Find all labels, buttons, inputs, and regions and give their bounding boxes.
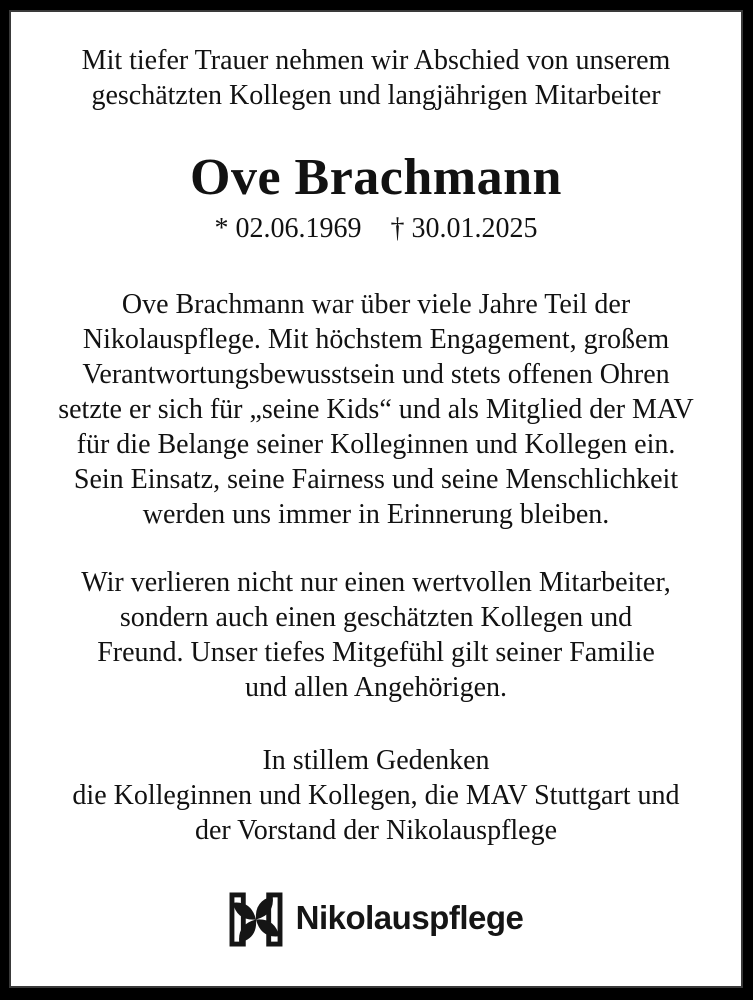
condolence-line: sondern auch einen geschätzten Kollegen und — [119, 602, 633, 633]
tribute-line: Sein Einsatz, seine Fairness und seine Menschlichkeit — [73, 464, 679, 495]
condolence-line: und allen Angehörigen. — [244, 672, 508, 703]
intro-line-1: Mit tiefer Trauer nehmen wir Abschied von unserem — [81, 45, 671, 76]
tribute-line: Nikolauspflege. Mit höchstem Engagement, großem — [82, 324, 670, 355]
obituary-card — [9, 10, 743, 988]
tribute-line: werden uns immer in Erinnerung bleiben. — [142, 499, 610, 530]
closing-paragraph — [11, 743, 741, 848]
closing-line: der Vorstand der Nikolauspflege — [194, 815, 558, 846]
condolence-line: Wir verlieren nicht nur einen wertvollen Mitarbeiter, — [81, 567, 671, 598]
condolence-line: Freund. Unser tiefes Mitgefühl gilt seiner Familie — [97, 637, 655, 668]
death-date: † 30.01.2025 — [390, 213, 538, 244]
logo-wordmark: Nikolauspflege — [295, 899, 524, 936]
closing-line: die Kolleginnen und Kollegen, die MAV Stuttgart und — [72, 780, 680, 811]
intro-text — [11, 43, 741, 113]
tribute-line: Verantwortungsbewusstsein und stets offenen Ohren — [82, 359, 670, 390]
deceased-name: Ove Brachmann — [190, 149, 562, 206]
intro-line-2: geschätzten Kollegen und langjährigen Mitarbeiter — [91, 80, 661, 111]
tribute-line: Ove Brachmann war über viele Jahre Teil der — [121, 289, 631, 320]
nikolauspflege-logo — [11, 892, 741, 947]
birth-date: * 02.06.1969 — [214, 213, 362, 244]
tribute-line: für die Belange seiner Kolleginnen und Kollegen ein. — [76, 429, 676, 460]
tribute-line: setzte er sich für „seine Kids“ und als Mitglied der MAV — [58, 394, 694, 425]
tribute-paragraph — [11, 287, 741, 532]
condolence-paragraph — [11, 565, 741, 705]
life-dates — [11, 211, 741, 247]
nikolauspflege-n-icon — [229, 892, 283, 947]
closing-line: In stillem Gedenken — [262, 745, 490, 776]
